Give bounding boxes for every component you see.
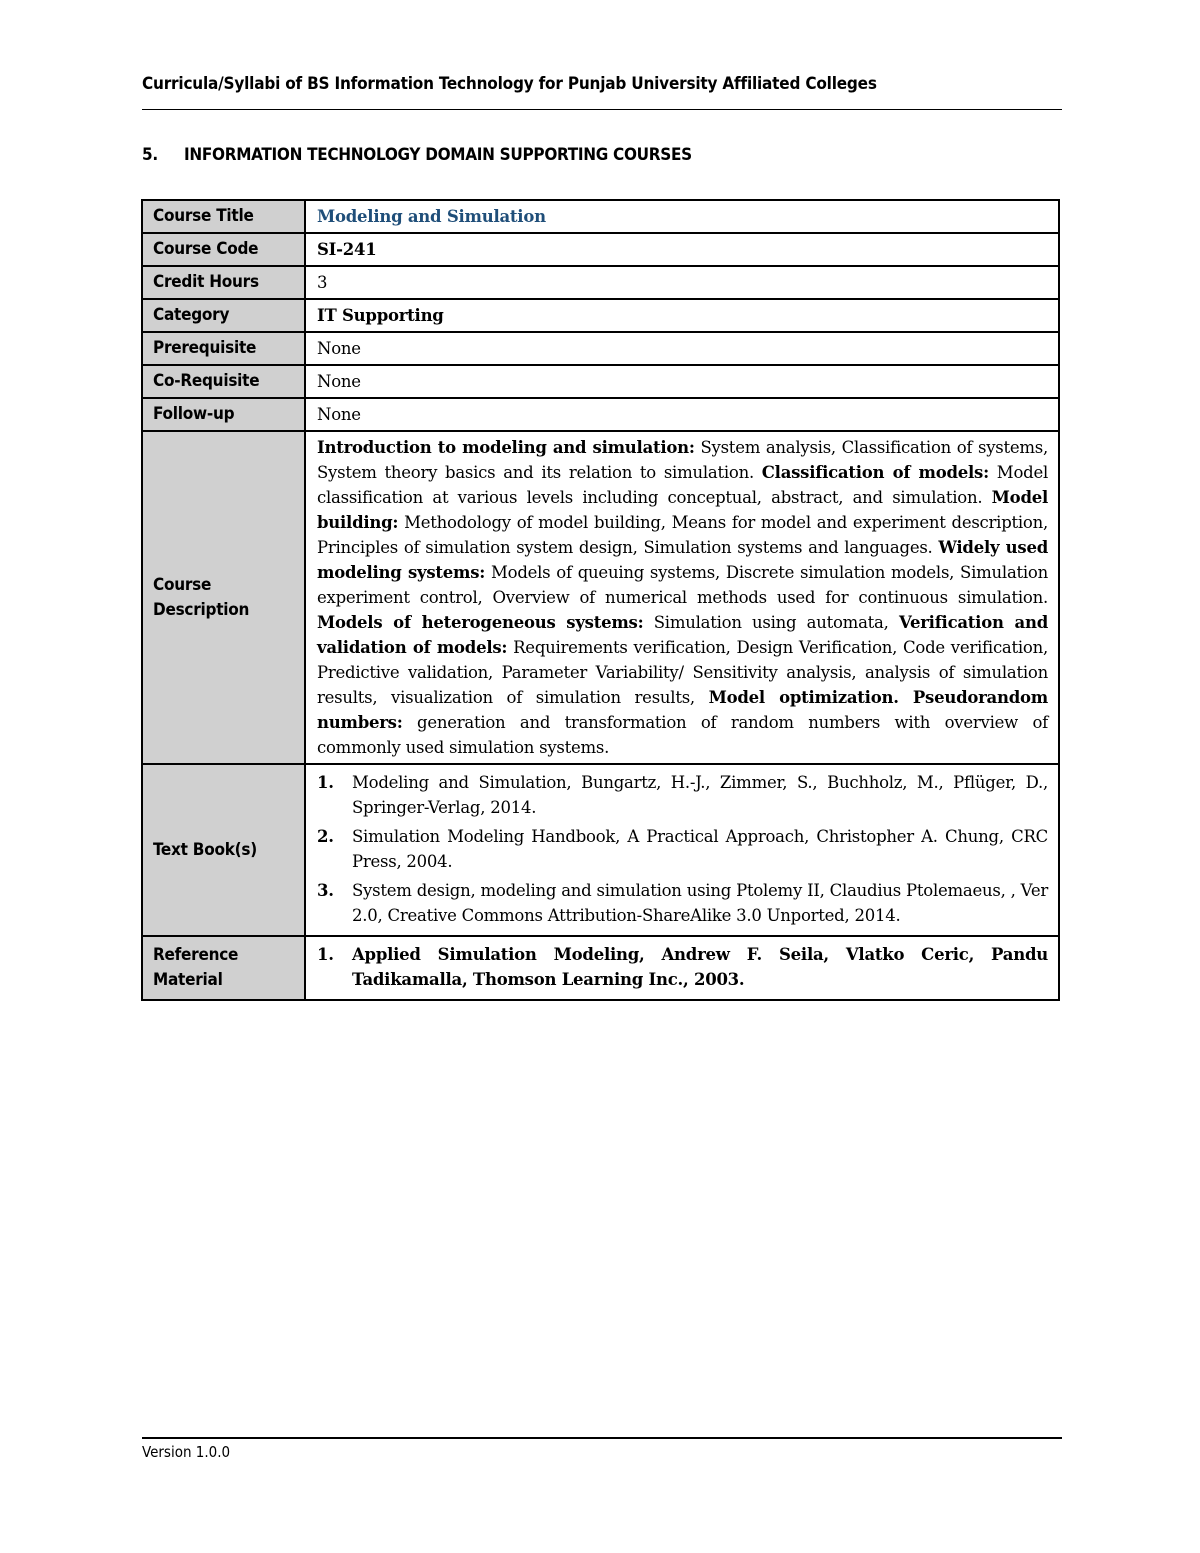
credit-hours-label: Credit Hours xyxy=(142,266,305,299)
reference-label: Reference Material xyxy=(142,936,305,1000)
row-textbooks xyxy=(142,764,1059,936)
page-header: Curricula/Syllabi of BS Information Technology for Punjab University Affiliated Colleges xyxy=(142,74,877,94)
description-text: System analysis, Classification of systems, System theory basics and its relation to simulation. xyxy=(317,438,1048,482)
description-text: Model classification at various levels including conceptual, abstract, and simulation. xyxy=(317,463,1048,507)
course-table xyxy=(141,199,1060,1001)
description-topic: Classification of models: xyxy=(761,463,989,482)
list-item-number: 2. xyxy=(317,827,334,846)
textbooks-value xyxy=(305,764,1059,936)
row-course-title xyxy=(142,200,1059,233)
list-item xyxy=(317,770,1048,820)
section-heading xyxy=(142,145,692,165)
course-code-label: Course Code xyxy=(142,233,305,266)
description-label: Course Description xyxy=(142,431,305,764)
row-corequisite xyxy=(142,365,1059,398)
description-topic: Verification and validation of models: xyxy=(317,613,1048,657)
followup-label: Follow-up xyxy=(142,398,305,431)
header-rule xyxy=(142,109,1062,110)
category-label: Category xyxy=(142,299,305,332)
corequisite-label: Co-Requisite xyxy=(142,365,305,398)
page-footer-version: Version 1.0.0 xyxy=(142,1443,231,1461)
followup-value: None xyxy=(305,398,1059,431)
textbooks-label: Text Book(s) xyxy=(142,764,305,936)
row-prerequisite xyxy=(142,332,1059,365)
category-value: IT Supporting xyxy=(305,299,1059,332)
list-item-text: Modeling and Simulation, Bungartz, H.-J., Zimmer, S., Buchholz, M., Pflüger, D., Springer-Verlag, 2014. xyxy=(352,773,1048,817)
credit-hours-value: 3 xyxy=(305,266,1059,299)
course-title-text: Modeling and Simulation xyxy=(317,207,546,226)
reference-value xyxy=(305,936,1059,1000)
row-course-code xyxy=(142,233,1059,266)
list-item-text: Simulation Modeling Handbook, A Practical Approach, Christopher A. Chung, CRC Press, 2004. xyxy=(352,827,1048,871)
course-title-value xyxy=(305,200,1059,233)
row-followup xyxy=(142,398,1059,431)
description-topic: Model optimization. Pseudorandom numbers: xyxy=(317,688,1048,732)
description-topic: Widely used modeling systems: xyxy=(317,538,1048,582)
description-text: Models of queuing systems, Discrete simulation models, Simulation experiment control, Overview of numerical methods used for continuous simulation. xyxy=(317,563,1048,607)
description-topic: Model building: xyxy=(317,488,1048,532)
list-item-text: Applied Simulation Modeling, Andrew F. Seila, Vlatko Ceric, Pandu Tadikamalla, Thomson Learning Inc., 2003. xyxy=(352,945,1048,989)
list-item-number: 1. xyxy=(317,945,334,964)
list-item xyxy=(317,878,1048,928)
description-topic: Introduction to modeling and simulation: xyxy=(317,438,695,457)
description-text: generation and transformation of random numbers with overview of commonly used simulation systems. xyxy=(317,713,1048,757)
row-reference xyxy=(142,936,1059,1000)
section-title: INFORMATION TECHNOLOGY DOMAIN SUPPORTING COURSES xyxy=(184,145,692,165)
prerequisite-value: None xyxy=(305,332,1059,365)
reference-list xyxy=(317,942,1048,992)
footer-rule xyxy=(142,1437,1062,1439)
list-item-number: 1. xyxy=(317,773,334,792)
description-text: Methodology of model building, Means for model and experiment description, Principles of simulation system design, Simulation systems and languages. xyxy=(317,513,1048,557)
prerequisite-label: Prerequisite xyxy=(142,332,305,365)
description-value xyxy=(305,431,1059,764)
list-item xyxy=(317,942,1048,992)
section-number: 5. xyxy=(142,145,158,165)
row-credit-hours xyxy=(142,266,1059,299)
description-text: Simulation using automata, xyxy=(643,613,899,632)
course-code-value: SI-241 xyxy=(305,233,1059,266)
course-title-label: Course Title xyxy=(142,200,305,233)
description-text: Requirements verification, Design Verification, Code verification, Predictive validation, Parameter Variability/ Sensitivity analysis, analysis of simulation results, visualization of simulation results, xyxy=(317,638,1048,707)
description-topic: Models of heterogeneous systems: xyxy=(317,613,644,632)
row-description xyxy=(142,431,1059,764)
list-item-text: System design, modeling and simulation using Ptolemy II, Claudius Ptolemaeus, , Ver 2.0, Creative Commons Attribution-ShareAlike 3.0 Unported, 2014. xyxy=(352,881,1048,925)
list-item xyxy=(317,824,1048,874)
corequisite-value: None xyxy=(305,365,1059,398)
row-category xyxy=(142,299,1059,332)
textbook-list xyxy=(317,770,1048,928)
list-item-number: 3. xyxy=(317,881,334,900)
